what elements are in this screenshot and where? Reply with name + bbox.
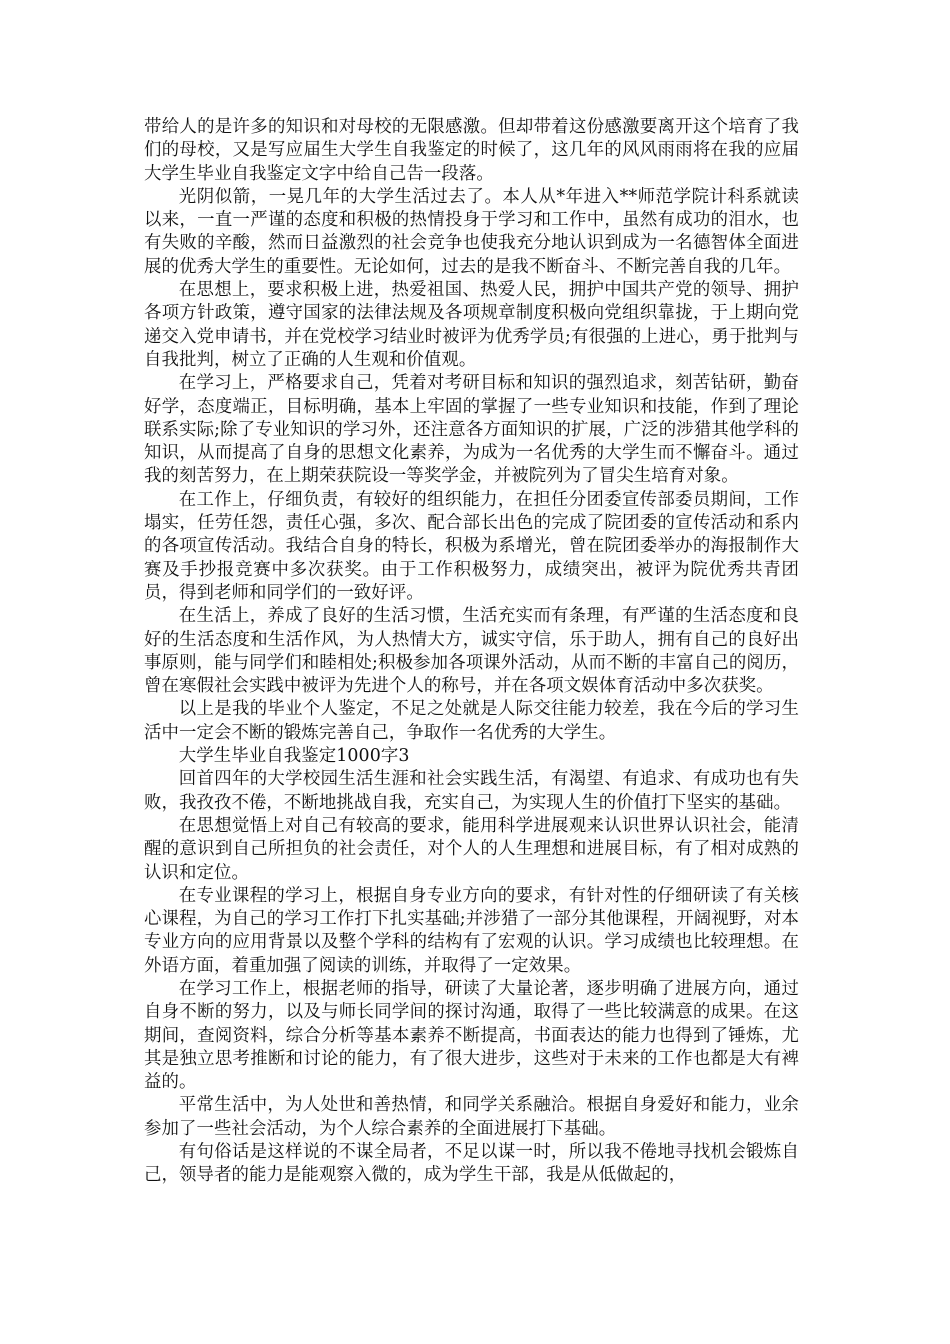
paragraph-daily-life: 平常生活中，为人处世和善热情，和同学关系融洽。根据自身爱好和能力，业余参加了一些社会活动，为个人综合素养的全面进展打下基础。 (144, 1095, 799, 1139)
paragraph-time-flies: 光阴似箭，一晃几年的大学生活过去了。本人从*年进入**师范学院计科系就读以来，一直一严谨的态度和积极的热情投身于学习和工作中，虽然有成功的泪水，也有失败的辛酸，然而日益激烈的社会竞争也使我充分地认识到成为一名德智体全面进展的优秀大学生的重要性。无论如何，过去的是我不断奋斗、不断完善自我的几年。 (144, 186, 799, 277)
paragraph-work: 在工作上，仔细负责，有较好的组织能力，在担任分团委宣传部委员期间，工作塌实，任劳任怨，责任心强，多次、配合部长出色的完成了院团委的宣传活动和系内的各项宣传活动。我结合自身的特长，积极为系增光，曾在院团委举办的海报制作大赛及手抄报竞赛中多次获奖。由于工作积极努力，成绩突出，被评为院优秀共青团员，得到老师和同学们的一致好评。 (144, 489, 799, 603)
paragraph-courses: 在专业课程的学习上，根据自身专业方向的要求，有针对性的仔细研读了有关核心课程，为自己的学习工作打下扎实基础;并涉猎了一部分其他课程，开阔视野，对本专业方向的应用背景以及整个学科的结构有了宏观的认识。学习成绩也比较理想。在外语方面，着重加强了阅读的训练，并取得了一定效果。 (144, 885, 799, 976)
paragraph-research: 在学习工作上，根据老师的指导，研读了大量论著，逐步明确了进展方向，通过自身不断的努力，以及与师长同学间的探讨沟通，取得了一些比较满意的成果。在这期间，查阅资料，综合分析等基本素养不断提高，书面表达的能力也得到了锤炼，尤其是独立思考推断和讨论的能力，有了很大进步，这些对于未来的工作也都是大有裨益的。 (144, 978, 799, 1093)
paragraph-study: 在学习上，严格要求自己，凭着对考研目标和知识的强烈追求，刻苦钻研，勤奋好学，态度端正，目标明确，基本上牢固的掌握了一些专业知识和技能，作到了理论联系实际;除了专业知识的学习外，还注意各方面知识的扩展，广泛的涉猎其他学科的知识，从而提高了自身的思想文化素养，为成为一名优秀的大学生而不懈奋斗。通过我的刻苦努力，在上期荣获院设一等奖学金，并被院列为了冒尖生培育对象。 (144, 373, 799, 487)
paragraph-review: 回首四年的大学校园生活生涯和社会实践生活，有渴望、有追求、有成功也有失败，我孜孜不倦，不断地挑战自我，充实自己，为实现人生的价值打下坚实的基础。 (144, 769, 799, 813)
paragraph-awareness: 在思想觉悟上对自己有较高的要求，能用科学进展观来认识世界认识社会，能清醒的意识到自己所担负的社会责任，对个人的人生理想和进展目标，有了相对成熟的认识和定位。 (144, 815, 799, 883)
document-body (144, 116, 799, 1188)
paragraph-proverb: 有句俗话是这样说的不谋全局者，不足以谋一时，所以我不倦地寻找机会锻炼自己，领导者的能力是能观察入微的，成为学生干部，我是从低做起的， (144, 1142, 799, 1186)
paragraph-ideology: 在思想上，要求积极上进，热爱祖国、热爱人民，拥护中国共产党的领导、拥护各项方针政策，遵守国家的法律法规及各项规章制度积极向党组织靠拢，于上期向党递交入党申请书，并在党校学习结业时被评为优秀学员;有很强的上进心，勇于批判与自我批判，树立了正确的人生观和价值观。 (144, 280, 799, 370)
paragraph-life: 在生活上，养成了良好的生活习惯，生活充实而有条理，有严谨的生活态度和良好的生活态度和生活作风，为人热情大方，诚实守信，乐于助人，拥有自己的良好出事原则，能与同学们和睦相处;积极参加各项课外活动，从而不断的丰富自己的阅历，曾在寒假社会实践中被评为先进个人的称号，并在各项文娱体育活动中多次获奖。 (144, 606, 799, 697)
section-heading: 大学生毕业自我鉴定1000字3 (178, 746, 410, 767)
paragraph-summary: 以上是我的毕业个人鉴定，不足之处就是人际交往能力较差，我在今后的学习生活中一定会不断的锻炼完善自己，争取作一名优秀的大学生。 (144, 699, 799, 743)
paragraph-intro-continuation: 带给人的是许多的知识和对母校的无限感激。但却带着这份感激要离开这个培育了我们的母校，又是写应届生大学生自我鉴定的时候了，这几年的风风雨雨将在我的应届大学生毕业自我鉴定文字中给自己告一段落。 (144, 117, 799, 184)
